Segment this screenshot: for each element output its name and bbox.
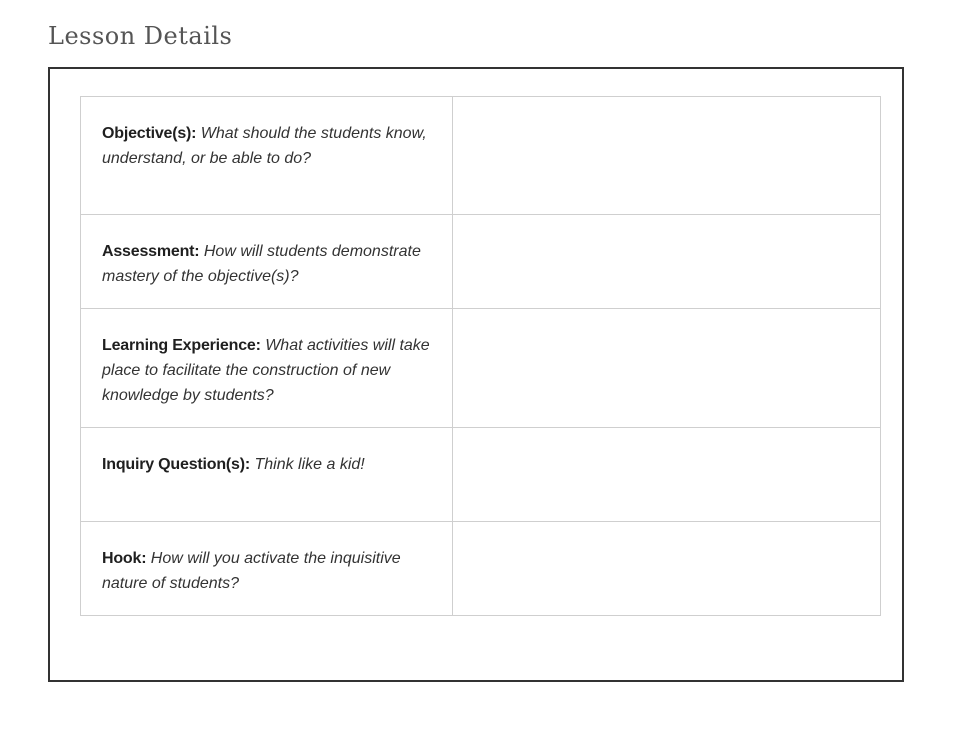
inquiry-questions-field-name: Inquiry Question(s): — [102, 456, 251, 473]
inquiry-questions-answer-cell[interactable] — [453, 428, 881, 522]
inquiry-questions-label-cell — [81, 428, 453, 522]
table-row-hook — [81, 522, 881, 616]
lesson-details-frame — [48, 67, 904, 682]
hook-answer-cell[interactable] — [453, 522, 881, 616]
table-row-objectives — [81, 97, 881, 215]
table-row-learning-experience — [81, 309, 881, 428]
table-row-inquiry-questions — [81, 428, 881, 522]
inquiry-questions-field-prompt: Think like a kid! — [254, 456, 365, 473]
objectives-label-cell — [81, 97, 453, 215]
hook-field-name: Hook: — [102, 550, 147, 567]
objectives-field-name: Objective(s): — [102, 125, 197, 142]
assessment-field-name: Assessment: — [102, 243, 200, 260]
learning-experience-field-prompt: What activities will take place to facilitate the construction of new knowledge by students? — [102, 337, 430, 404]
learning-experience-answer-cell[interactable] — [453, 309, 881, 428]
page-title: Lesson Details — [48, 22, 233, 50]
objectives-answer-cell[interactable] — [453, 97, 881, 215]
hook-field-prompt: How will you activate the inquisitive nature of students? — [102, 550, 401, 592]
assessment-answer-cell[interactable] — [453, 215, 881, 309]
table-row-assessment — [81, 215, 881, 309]
assessment-label-cell — [81, 215, 453, 309]
learning-experience-field-name: Learning Experience: — [102, 337, 261, 354]
hook-label-cell — [81, 522, 453, 616]
assessment-field-prompt: How will students demonstrate mastery of the objective(s)? — [102, 243, 421, 285]
objectives-field-prompt: What should the students know, understand, or be able to do? — [102, 125, 427, 167]
lesson-details-table — [80, 96, 881, 616]
learning-experience-label-cell — [81, 309, 453, 428]
